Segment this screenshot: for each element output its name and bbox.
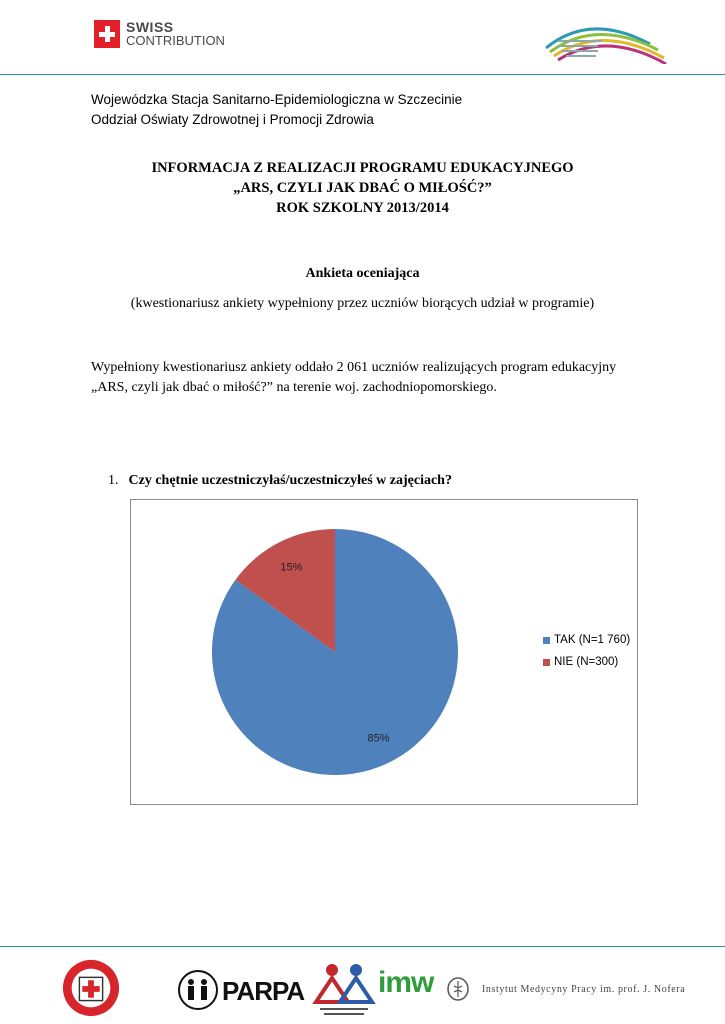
doc-title-line2: „ARS, CZYLI JAK DBAĆ O MIŁOŚĆ?” [233, 180, 492, 196]
nofer-institute-name: Instytut Medycyny Pracy im. prof. J. Nofera [482, 984, 686, 995]
pie-label-tak: 85% [367, 732, 390, 745]
kbpn-people-logo [312, 958, 376, 1018]
parpa-logo: PARPA [222, 976, 305, 1006]
legend-item-tak [543, 634, 630, 646]
question-text: Czy chętnie uczestniczyłaś/uczestniczyłeś w zajęciach? [128, 473, 452, 488]
legend-label-tak: TAK (N=1 760) [554, 634, 631, 646]
legend-item-nie [543, 656, 618, 668]
question-1 [108, 473, 452, 489]
doc-title-line3: ROK SZKOLNY 2013/2014 [276, 200, 449, 216]
family-silhouette-logo [178, 958, 218, 1018]
swiss-logo-line1: SWISS [126, 19, 174, 35]
org-name: Wojewódzka Stacja Sanitarno-Epidemiologiczna w Szczecinie [91, 92, 463, 107]
legend-label-nie: NIE (N=300) [554, 656, 619, 668]
legend-swatch-tak [543, 637, 550, 644]
footer-divider [0, 946, 725, 947]
org-department: Oddział Oświaty Zdrowotnej i Promocji Zdrowia [91, 112, 374, 127]
legend-swatch-nie [543, 659, 550, 666]
pis-emblem-logo [52, 958, 130, 1018]
doc-title-line1: INFORMACJA Z REALIZACJI PROGRAMU EDUKACYJNEGO [151, 160, 574, 176]
swiss-logo-line2: CONTRIBUTION [126, 33, 225, 48]
swiss-contribution-logo [94, 18, 225, 50]
imw-logo: imw [378, 966, 434, 999]
question-number: 1. [108, 473, 119, 488]
nofer-emblem-icon [446, 976, 470, 1002]
header-divider [0, 74, 725, 75]
swiss-cross-icon [94, 20, 120, 48]
intro-line2: „ARS, czyli jak dbać o miłość?” na terenie woj. zachodniopomorskiego. [91, 380, 497, 395]
partner-arc-logo [540, 14, 668, 64]
intro-line1: Wypełniony kwestionariusz ankiety oddało 2 061 uczniów realizujących program edukacyjny [91, 360, 617, 375]
pie-label-nie: 15% [280, 561, 303, 574]
survey-subheading: (kwestionariusz ankiety wypełniony przez uczniów biorących udział w programie) [130, 296, 595, 311]
pie-chart [130, 499, 638, 805]
survey-heading: Ankieta oceniająca [305, 266, 420, 281]
